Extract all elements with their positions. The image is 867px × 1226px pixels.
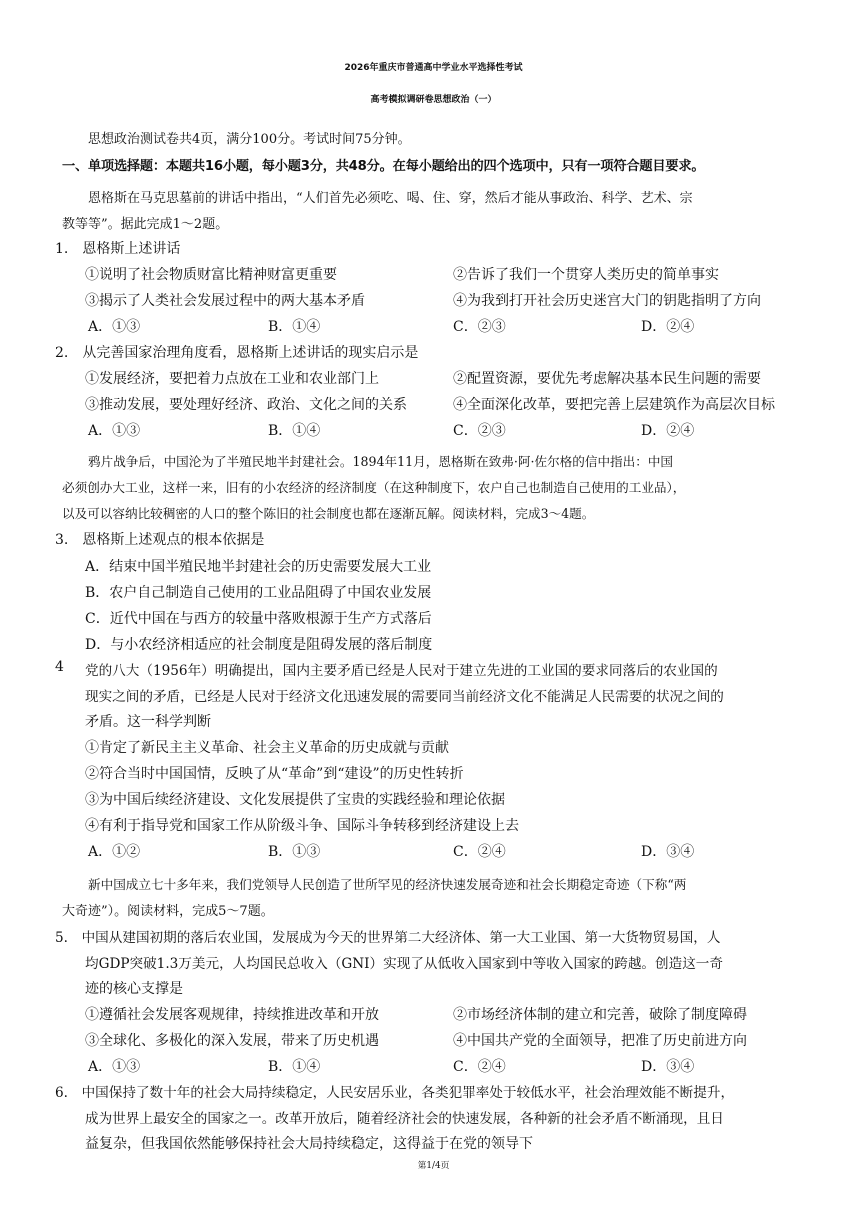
question-6-line-1: 6. 中国保持了数十年的社会大局持续稳定，人民安居乐业，各类犯罪率处于较低水平，社会治理效能不断提升， [55, 1085, 735, 1101]
question-4-number: 4 [55, 659, 64, 675]
question-4-choice-b: B．①③ [268, 844, 321, 860]
material-1-line-1: 恩格斯在马克思墓前的讲话中指出，“人们首先必须吃、喝、住、穿，然后才能从事政治、科学、艺术、宗 [88, 191, 693, 206]
question-1-choice-c: C．②③ [453, 319, 506, 335]
exam-title-line2: 高考模拟调研卷思想政治（一） [370, 95, 497, 105]
question-1-option-2: ②告诉了我们一个贯穿人类历史的简单事实 [453, 267, 719, 283]
material-2-line-3: 以及可以容纳比较稠密的人口的整个陈旧的社会制度也都在逐渐瓦解。阅读材料，完成3～4题。 [62, 506, 595, 521]
question-5-choice-a: A．①③ [88, 1059, 141, 1075]
question-5-line-2: 均GDP突破1.3万美元，人均国民总收入（GNI）实现了从低收入国家到中等收入国家的跨越。创造这一奇 [85, 956, 723, 972]
material-2-line-1: 鸦片战争后，中国沦为了半殖民地半封建社会。1894年11月，恩格斯在致弗·阿·佐尔格的信中指出：中国 [88, 454, 674, 469]
question-4-line-3: 矛盾。这一科学判断 [85, 714, 211, 730]
question-4-option-3: ③为中国后续经济建设、文化发展提供了宝贵的实践经验和理论依据 [85, 792, 505, 808]
question-3-choice-d: D．与小农经济相适应的社会制度是阻碍发展的落后制度 [85, 637, 433, 653]
question-6-line-3: 益复杂，但我国依然能够保持社会大局持续稳定，这得益于在党的领导下 [85, 1136, 533, 1152]
question-4-line-1: 党的八大（1956年）明确提出，国内主要矛盾已经是人民对于建立先进的工业国的要求同落后的农业国的 [85, 663, 718, 679]
question-5-line-1: 5. 中国从建国初期的落后农业国，发展成为今天的世界第二大经济体、第一大工业国、第一大货物贸易国，人 [55, 930, 721, 946]
question-5-option-2: ②市场经济体制的建立和完善，破除了制度障碍 [453, 1007, 747, 1023]
question-5-choice-b: B．①④ [268, 1059, 321, 1075]
exam-intro: 思想政治测试卷共4页，满分100分。考试时间75分钟。 [88, 132, 411, 147]
question-4-option-2: ②符合当时中国国情，反映了从“革命”到“建设”的历史性转折 [85, 766, 464, 782]
question-2-choice-a: A．①③ [88, 423, 141, 439]
question-2-option-1: ①发展经济，要把着力点放在工业和农业部门上 [85, 371, 379, 387]
question-5-choice-c: C．②④ [453, 1059, 506, 1075]
page-number: 第1/4页 [417, 1161, 450, 1171]
question-2-choice-d: D．②④ [641, 423, 695, 439]
question-5-line-3: 迹的核心支撑是 [85, 981, 183, 997]
question-1-choice-a: A．①③ [88, 319, 141, 335]
question-1-choice-d: D．②④ [641, 319, 695, 335]
material-3-line-1: 新中国成立七十多年来，我们党领导人民创造了世所罕见的经济快速发展奇迹和社会长期稳定奇迹（下称“两 [88, 877, 687, 892]
question-2-option-2: ②配置资源，要优先考虑解决基本民生问题的需要 [453, 371, 761, 387]
question-4-option-4: ④有利于指导党和国家工作从阶级斗争、国际斗争转移到经济建设上去 [85, 818, 519, 834]
question-1-option-1: ①说明了社会物质财富比精神财富更重要 [85, 267, 337, 283]
question-5-choice-d: D．③④ [641, 1059, 695, 1075]
exam-title-line1: 2026年重庆市普通高中学业水平选择性考试 [344, 63, 523, 73]
material-3-line-2: 大奇迹”）。阅读材料，完成5～7题。 [62, 904, 274, 919]
question-4-line-2: 现实之间的矛盾，已经是人民对于经济文化迅速发展的需要同当前经济文化不能满足人民需要的状况之间的 [85, 689, 724, 705]
question-4-choice-a: A．①② [88, 844, 141, 860]
question-3-choice-c: C．近代中国在与西方的较量中落败根源于生产方式落后 [85, 611, 432, 627]
question-1-stem: 1. 恩格斯上述讲话 [55, 241, 181, 257]
question-1-choice-b: B．①④ [268, 319, 321, 335]
question-1-option-4: ④为我到打开社会历史迷宫大门的钥匙指明了方向 [453, 293, 761, 309]
question-2-option-4: ④全面深化改革，要把完善上层建筑作为高层次目标 [453, 397, 775, 413]
material-1-line-2: 教等等”。据此完成1～2题。 [62, 217, 229, 232]
question-5-option-1: ①遵循社会发展客观规律，持续推进改革和开放 [85, 1007, 379, 1023]
question-4-option-1: ①肯定了新民主主义革命、社会主义革命的历史成就与贡献 [85, 740, 449, 756]
question-2-choice-c: C．②③ [453, 423, 506, 439]
question-3-stem: 3. 恩格斯上述观点的根本依据是 [55, 532, 265, 548]
question-2-option-3: ③推动发展，要处理好经济、政治、文化之间的关系 [85, 397, 407, 413]
question-4-choice-c: C．②④ [453, 844, 506, 860]
question-5-option-4: ④中国共产党的全面领导，把准了历史前进方向 [453, 1033, 747, 1049]
question-5-option-3: ③全球化、多极化的深入发展，带来了历史机遇 [85, 1033, 379, 1049]
question-3-choice-b: B．农户自己制造自己使用的工业品阻碍了中国农业发展 [85, 585, 432, 601]
section-heading: 一、单项选择题：本题共16小题，每小题3分，共48分。在每小题给出的四个选项中，只有一项符合题目要求。 [62, 159, 705, 174]
question-2-choice-b: B．①④ [268, 423, 321, 439]
question-1-option-3: ③揭示了人类社会发展过程中的两大基本矛盾 [85, 293, 365, 309]
question-2-stem: 2. 从完善国家治理角度看，恩格斯上述讲话的现实启示是 [55, 345, 419, 361]
question-3-choice-a: A．结束中国半殖民地半封建社会的历史需要发展大工业 [85, 559, 432, 575]
material-2-line-2: 必须创办大工业，这样一来，旧有的小农经济的经济制度（在这种制度下，农户自己也制造自己使用的工业品）， [62, 480, 686, 495]
question-4-choice-d: D．③④ [641, 844, 695, 860]
question-6-line-2: 成为世界上最安全的国家之一。改革开放后，随着经济社会的快速发展，各种新的社会矛盾不断涌现，且日 [85, 1111, 724, 1127]
